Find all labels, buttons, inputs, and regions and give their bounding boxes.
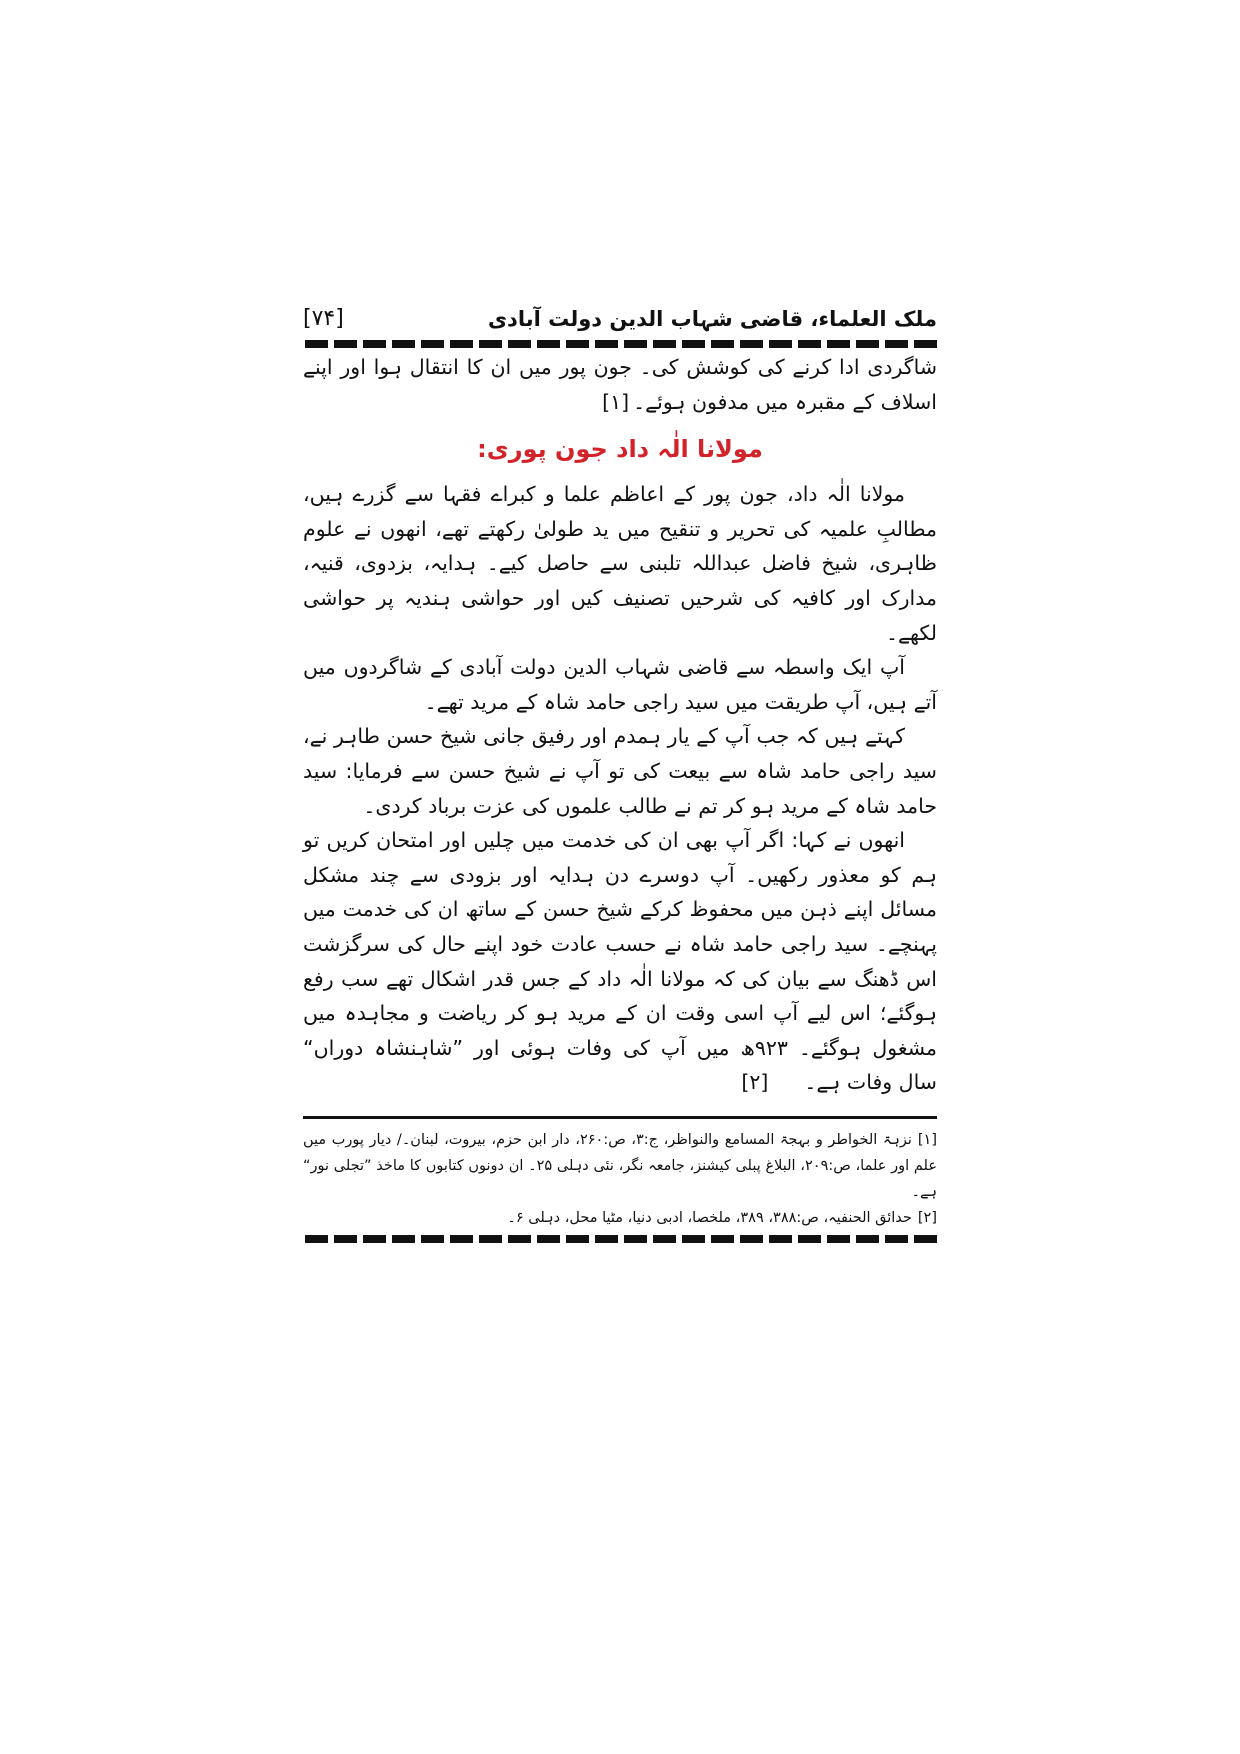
paragraph [303,650,937,719]
footnote-reference: [۱] [602,389,630,414]
page-number: [۷۴] [303,306,344,331]
footnote-reference: [۲] [741,1070,769,1095]
paragraph-text: شاگردی ادا کرنے کی کوشش کی۔ جون پور میں ان کا انتقال ہوا اور اپنے اسلاف کے مقبرہ میں مدفون ہوئے۔ [303,355,937,414]
header-dashed-rule [303,340,937,348]
footnote-text: حدائق الحنفیہ، ص:۳۸۸، ۳۸۹، ملخصا، ادبی دنیا، مٹیا محل، دہلی ۶۔ [507,1209,912,1226]
footnote-separator [303,1116,937,1119]
footnote [303,1205,937,1231]
page-header [303,300,937,334]
continuation-paragraph [303,350,937,419]
footnote [303,1127,937,1205]
paragraph-text: مولانا الٰہ داد، جون پور کے اعاظم علما و کبراے فقہا سے گزرے ہیں، مطالبِ علمیہ کی تحریر و تنقیح میں ید طولیٰ رکھتے تھے، انھوں نے علوم ظاہری، شیخ فاضل عبداللہ تلبنی سے حاصل کیے۔ ہدایہ، بزدوی، قنیہ، مدارک اور کافیہ کی شرحیں تصنیف کیں اور حواشی ہندیہ پر حواشی لکھے۔ [303,482,937,645]
footnote-marker: [۲] [917,1209,937,1226]
paragraph-text: انھوں نے کہا: اگر آپ بھی ان کی خدمت میں چلیں اور امتحان کریں تو ہم کو معذور رکھیں۔ آپ دوسرے دن ہدایہ اور بزودی سے چند مشکل مسائل اپنے ذہن میں محفوظ کرکے شیخ حسن کے ساتھ ان کی خدمت میں پہنچے۔ سید راجی حامد شاہ نے حسب عادت خود اپنے حال کی سرگزشت اس ڈھنگ سے بیان کی کہ مولانا الٰہ داد کے جس قدر اشکال تھے سب رفع ہوگئے؛ اس لیے آپ اسی وقت ان کے مرید ہو کر ریاضت و مجاہدہ میں مشغول ہوگئے۔ ۹۲۳ھ میں آپ کی وفات ہوئی اور ”شاہنشاہ دوراں“ سال وفات ہے۔ [303,828,938,1095]
paragraph [303,823,937,1100]
running-title: ملک العلماء، قاضی شہاب الدین دولت آبادی [487,307,937,331]
footnote-text: نزہۃ الخواطر و بہجۃ المسامع والنواظر، ج:۳، ص:۲۶۰، دار ابن حزم، بیروت، لبنان۔/ دیار پورب میں علم اور علما، ص:۲۰۹، البلاغ پبلی کیشنز، جامعہ نگر، نئی دہلی ۲۵۔ ان دونوں کتابوں کا ماخذ ”تجلی نور“ ہے۔ [303,1131,938,1200]
footnote-marker: [۱] [917,1131,937,1148]
body-text [303,350,937,1100]
paragraph-text: آپ ایک واسطہ سے قاضی شہاب الدین دولت آبادی کے شاگردوں میں آتے ہیں، آپ طریقت میں سید راجی حامد شاہ کے مرید تھے۔ [303,655,937,714]
footer-dashed-rule [303,1235,937,1243]
paragraph [303,477,937,650]
section-heading: مولانا الٰہ داد جون پوری: [477,435,763,464]
paragraph [303,719,937,823]
footnotes [303,1127,937,1231]
book-page [303,300,937,1243]
paragraph-text: کہتے ہیں کہ جب آپ کے یار ہمدم اور رفیق جانی شیخ حسن طاہر نے، سید راجی حامد شاہ سے بیعت کی تو آپ نے شیخ حسن سے فرمایا: سید حامد شاہ کے مرید ہو کر تم نے طالب علموں کی عزت برباد کردی۔ [303,724,937,818]
